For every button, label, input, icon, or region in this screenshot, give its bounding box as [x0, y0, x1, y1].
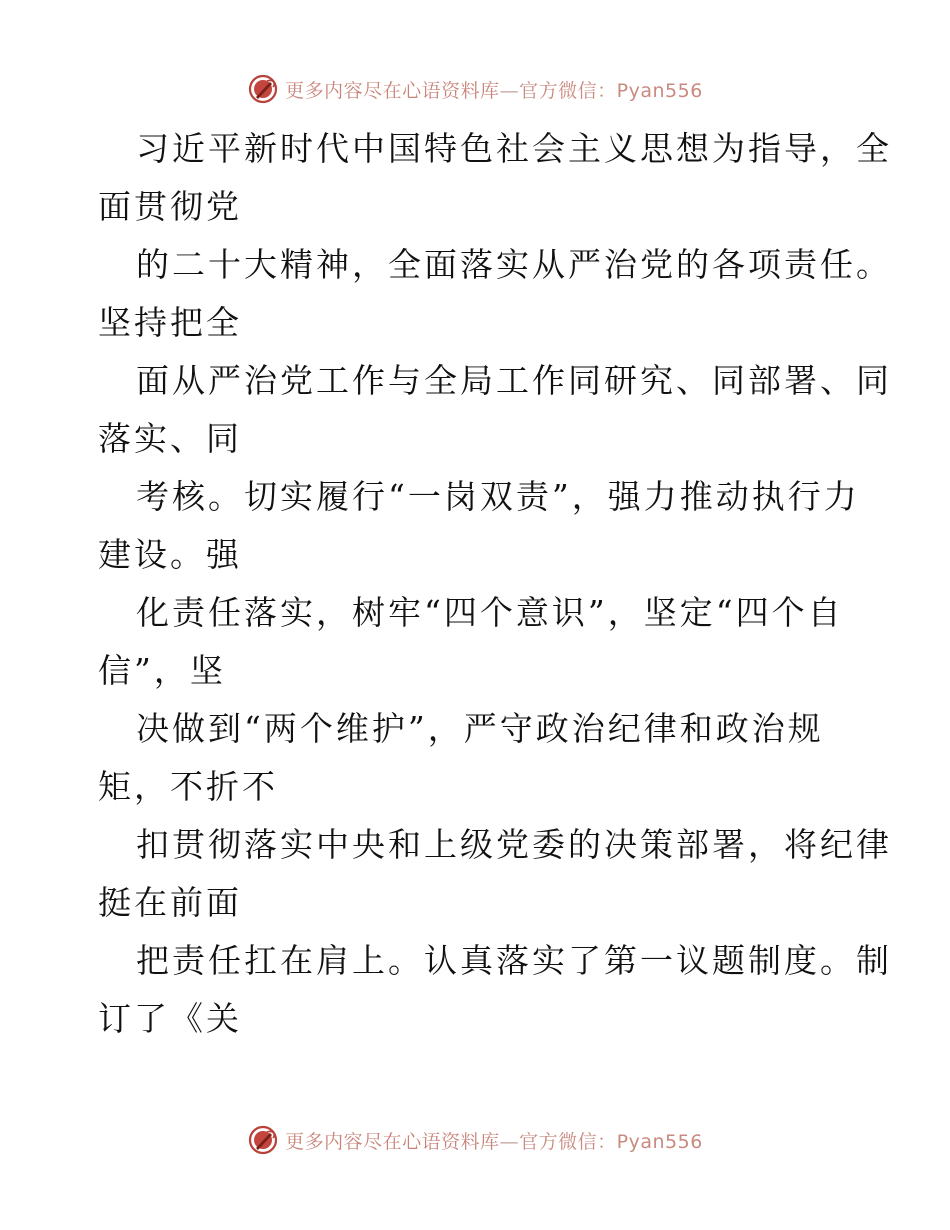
watermark-wechat-text: 官方微信：Pyan556: [519, 79, 703, 102]
watermark-main-text: 更多内容尽在心语资料库: [285, 1130, 500, 1153]
document-body: [98, 120, 892, 1048]
text-line: 把责任扛在肩上。认真落实了第一议题制度。制: [136, 941, 892, 980]
watermark-separator: —: [499, 79, 520, 102]
text-line: 坚持把全: [98, 303, 242, 342]
text-line: 习近平新时代中国特色社会主义思想为指导，全: [136, 129, 892, 168]
text-line: 矩，不折不: [98, 767, 278, 806]
text-line: 的二十大精神，全面落实从严治党的各项责任。: [136, 245, 892, 284]
text-line: 建设。强: [98, 535, 242, 574]
watermark-text: [285, 76, 703, 103]
text-line: 扣贯彻落实中央和上级党委的决策部署，将纪律: [136, 825, 892, 864]
text-line: 信”，坚: [98, 651, 226, 690]
text-line: 挺在前面: [98, 883, 242, 922]
red-quill-seal-icon: [247, 1124, 279, 1156]
watermark-separator: —: [499, 1130, 520, 1153]
text-line: 落实、同: [98, 419, 242, 458]
red-quill-seal-icon: [247, 73, 279, 105]
text-line: 面从严治党工作与全局工作同研究、同部署、同: [136, 361, 892, 400]
text-line: 面贯彻党: [98, 187, 242, 226]
text-line: 化责任落实，树牢“四个意识”，坚定“四个自: [136, 593, 844, 632]
text-line: 订了《关: [98, 999, 242, 1038]
header-watermark: [0, 72, 950, 106]
text-line: 决做到“两个维护”，严守政治纪律和政治规: [136, 709, 824, 748]
watermark-main-text: 更多内容尽在心语资料库: [285, 79, 500, 102]
watermark-wechat-text: 官方微信：Pyan556: [519, 1130, 703, 1153]
footer-watermark: [0, 1123, 950, 1157]
watermark-text: [285, 1127, 703, 1154]
text-line: 考核。切实履行“一岗双责”，强力推动执行力: [136, 477, 860, 516]
